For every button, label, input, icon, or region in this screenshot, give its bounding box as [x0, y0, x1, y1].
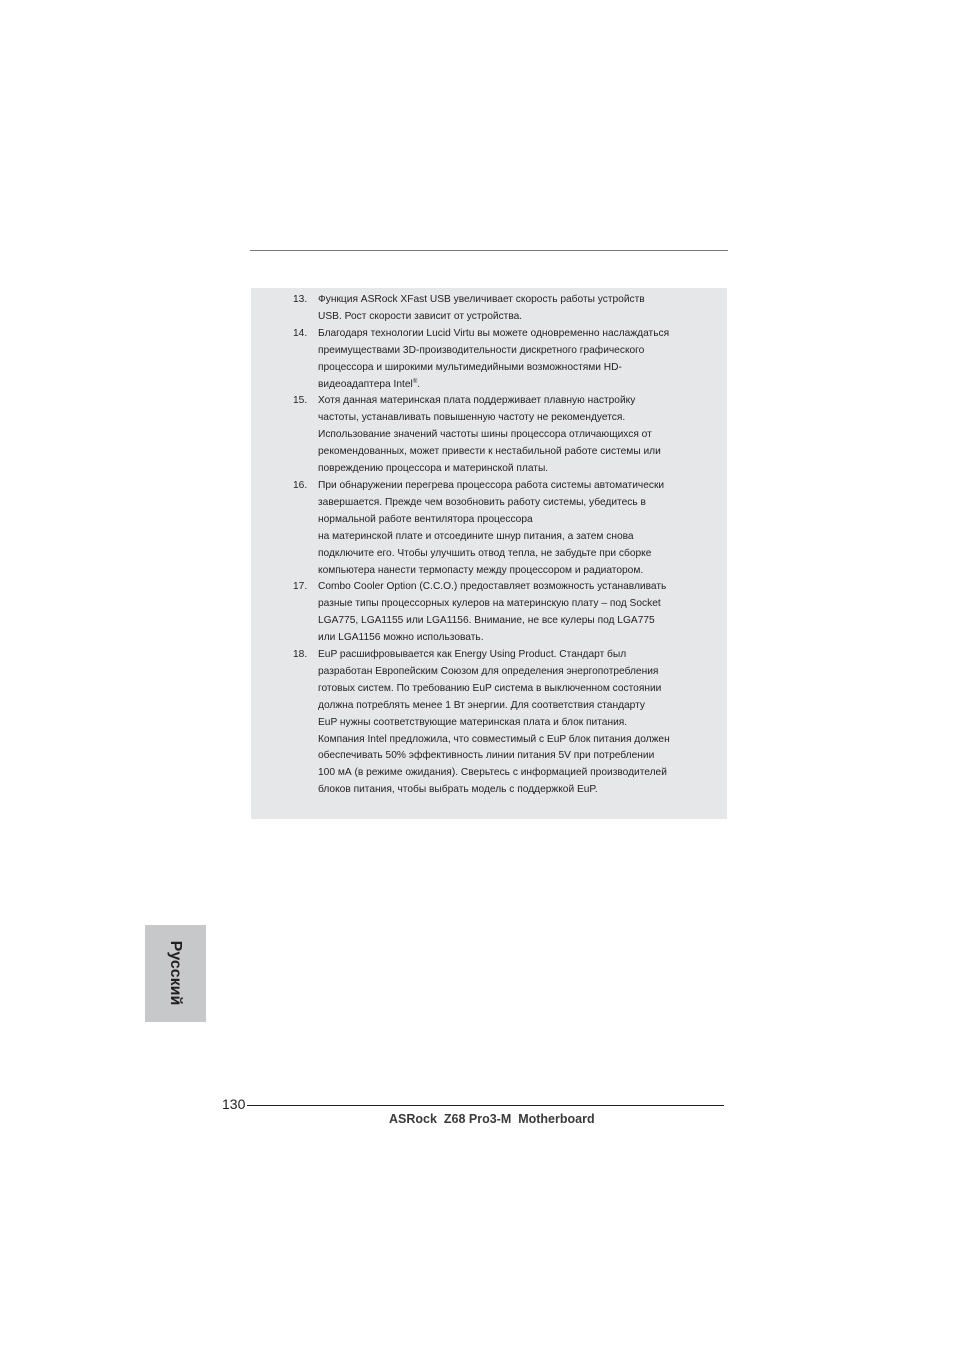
note-line-text: видеоадаптера Intel [318, 378, 413, 390]
note-number: 15. [293, 395, 308, 407]
note-line: обеспечивать 50% эффективность линии питания 5V при потреблении [318, 750, 655, 762]
note-line: Компания Intel предложила, что совместимый с EuP блок питания должен [318, 733, 670, 745]
note-item-13 [251, 292, 727, 326]
note-line: USB. Рост скорости зависит от устройства. [318, 310, 523, 322]
note-number: 18. [293, 649, 308, 661]
note-item-14 [251, 326, 727, 394]
note-line: или LGA1156 можно использовать. [318, 632, 484, 644]
note-line: на материнской плате и отсоедините шнур питания, а затем снова [318, 530, 634, 542]
note-number: 16. [293, 479, 308, 491]
note-line: Combo Cooler Option (C.C.O.) предоставляет возможность устанавливать [318, 581, 667, 593]
note-line-tail: . [417, 378, 421, 390]
note-line: готовых систем. По требованию EuP система в выключенном состоянии [318, 682, 662, 694]
language-tab [145, 925, 206, 1022]
note-line: частоты, устанавливать повышенную частоту не рекомендуется. [318, 412, 626, 424]
footer-divider [247, 1105, 724, 1106]
note-line: EuP нужны соответствующие материнская плата и блок питания. [318, 716, 628, 728]
note-line: блоков питания, чтобы выбрать модель с поддержкой EuP. [318, 784, 598, 796]
note-line: Функция ASRock XFast USB увеличивает скорость работы устройств [318, 294, 645, 305]
note-line: процессора и широкими мультимедийными возможностями HD- [318, 361, 622, 373]
footer-title: ASRock Z68 Pro3-M Motherboard [389, 1112, 595, 1126]
note-line: преимуществами 3D-производительности дискретного графического [318, 344, 645, 356]
note-line: подключите его. Чтобы улучшить отвод тепла, не забудьте при сборке [318, 547, 652, 559]
note-line: При обнаружении перегрева процессора работа системы автоматически [318, 479, 665, 491]
note-number: 14. [293, 327, 308, 339]
note-line-last [318, 377, 718, 394]
note-number: 13. [293, 294, 308, 305]
note-line: Благодаря технологии Lucid Virtu вы можете одновременно наслаждаться [318, 327, 670, 339]
note-line: нормальной работе вентилятора процессора [318, 513, 533, 525]
note-line: разные типы процессорных кулеров на материнскую плату – под Socket [318, 598, 661, 610]
top-divider [250, 250, 728, 251]
note-line: Хотя данная материнская плата поддерживает плавную настройку [318, 395, 636, 407]
note-item-16 [251, 478, 727, 579]
note-item-15 [251, 393, 727, 478]
note-line: разработан Европейским Союзом для определения энергопотребления [318, 665, 659, 677]
page-number: 130 [222, 1096, 246, 1112]
note-item-17 [251, 579, 727, 647]
note-line: должна потреблять менее 1 Вт энергии. Для соответствия стандарту [318, 699, 645, 711]
note-number: 17. [293, 581, 308, 593]
note-line: EuP расшифровывается как Energy Using Product. Стандарт был [318, 649, 627, 661]
language-tab-label: Русский [167, 940, 184, 1006]
notes-panel [251, 288, 727, 819]
note-line: Использование значений частоты шины процессора отличающихся от [318, 429, 652, 441]
note-line: рекомендованных, может привести к нестабильной работе системы или [318, 446, 661, 458]
note-line: повреждению процессора и материнской платы. [318, 463, 549, 475]
note-line: 100 мА (в режиме ожидания). Сверьтесь с информацией производителей [318, 767, 667, 779]
note-line: LGA775, LGA1155 или LGA1156. Внимание, не все кулеры под LGA775 [318, 615, 655, 627]
note-item-18 [251, 647, 727, 799]
notes-list [251, 292, 727, 799]
registered-mark: ® [412, 378, 418, 385]
note-line: завершается. Прежде чем возобновить работу системы, убедитесь в [318, 496, 646, 508]
note-line: компьютера нанести термопасту между процессором и радиатором. [318, 564, 644, 576]
